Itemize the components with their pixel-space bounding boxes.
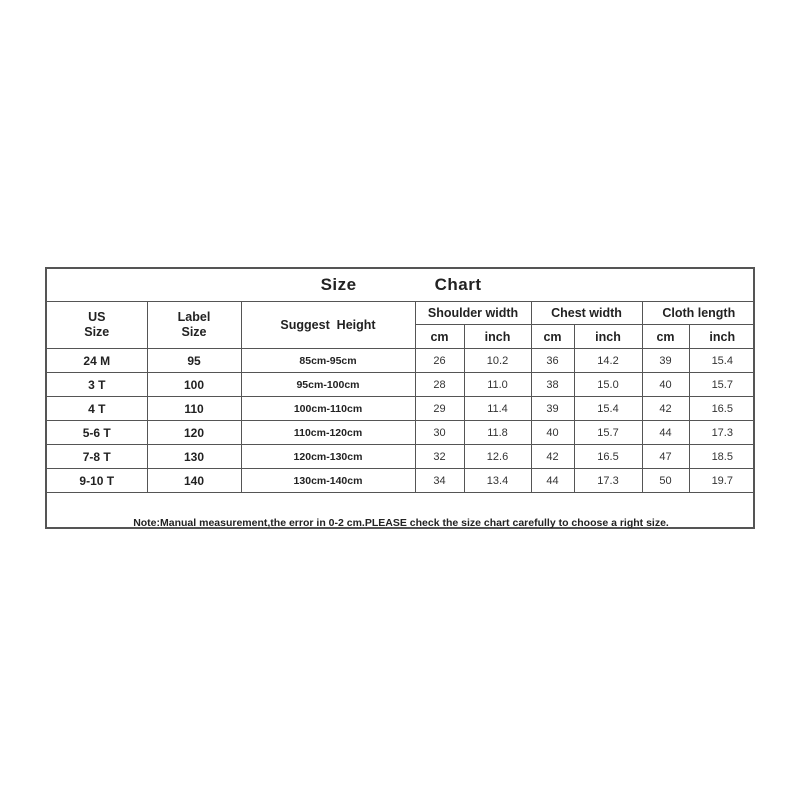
header-length-cm: cm [642,325,689,349]
length-inch-cell: 19.7 [689,469,755,493]
chest-cm-cell: 40 [531,421,574,445]
chest-inch-cell: 14.2 [574,349,642,373]
us-size-cell: 3 T [47,373,147,397]
header-shoulder-cm: cm [415,325,464,349]
table-row [47,445,755,469]
chest-inch-cell: 16.5 [574,445,642,469]
label-size-cell: 110 [147,397,241,421]
height-cell: 110cm-120cm [241,421,415,445]
length-cm-cell: 40 [642,373,689,397]
shoulder-cm-cell: 32 [415,445,464,469]
length-cm-cell: 39 [642,349,689,373]
size-chart [45,267,755,529]
us-size-cell: 24 M [47,349,147,373]
height-cell: 130cm-140cm [241,469,415,493]
chest-inch-cell: 15.4 [574,397,642,421]
header-label-size: Label Size [147,302,241,349]
shoulder-cm-cell: 34 [415,469,464,493]
table-row [47,349,755,373]
shoulder-cm-cell: 29 [415,397,464,421]
length-inch-cell: 15.7 [689,373,755,397]
label-size-cell: 140 [147,469,241,493]
header-shoulder-inch: inch [464,325,531,349]
chart-title [47,269,755,302]
height-cell: 100cm-110cm [241,397,415,421]
length-cm-cell: 50 [642,469,689,493]
chart-title-chart: Chart [434,275,482,294]
shoulder-inch-cell: 11.8 [464,421,531,445]
shoulder-cm-cell: 28 [415,373,464,397]
header-chest-width: Chest width [531,302,642,325]
chest-inch-cell: 17.3 [574,469,642,493]
us-size-cell: 5-6 T [47,421,147,445]
shoulder-inch-cell: 13.4 [464,469,531,493]
header-cloth-length: Cloth length [642,302,755,325]
chart-title-size: Size [320,275,357,294]
chest-cm-cell: 42 [531,445,574,469]
length-inch-cell: 15.4 [689,349,755,373]
length-cm-cell: 44 [642,421,689,445]
chest-cm-cell: 39 [531,397,574,421]
height-cell: 120cm-130cm [241,445,415,469]
header-length-inch: inch [689,325,755,349]
table-row [47,421,755,445]
us-size-cell: 9-10 T [47,469,147,493]
us-size-cell: 4 T [47,397,147,421]
table-row [47,373,755,397]
chest-inch-cell: 15.0 [574,373,642,397]
label-size-cell: 120 [147,421,241,445]
measurement-note: Note:Manual measurement,the error in 0-2 cm.PLEASE check the size chart carefully to choose a right size. [47,493,755,554]
label-size-cell: 100 [147,373,241,397]
label-size-cell: 95 [147,349,241,373]
shoulder-cm-cell: 26 [415,349,464,373]
us-size-cell: 7-8 T [47,445,147,469]
header-us-size: US Size [47,302,147,349]
header-chest-inch: inch [574,325,642,349]
table-row [47,397,755,421]
length-inch-cell: 16.5 [689,397,755,421]
height-cell: 85cm-95cm [241,349,415,373]
shoulder-inch-cell: 11.0 [464,373,531,397]
header-chest-cm: cm [531,325,574,349]
shoulder-inch-cell: 11.4 [464,397,531,421]
height-cell: 95cm-100cm [241,373,415,397]
header-suggest-height: Suggest Height [241,302,415,349]
label-size-cell: 130 [147,445,241,469]
length-inch-cell: 18.5 [689,445,755,469]
chest-cm-cell: 38 [531,373,574,397]
length-inch-cell: 17.3 [689,421,755,445]
length-cm-cell: 42 [642,397,689,421]
chest-cm-cell: 44 [531,469,574,493]
shoulder-inch-cell: 10.2 [464,349,531,373]
shoulder-cm-cell: 30 [415,421,464,445]
chest-inch-cell: 15.7 [574,421,642,445]
table-row [47,469,755,493]
chest-cm-cell: 36 [531,349,574,373]
header-shoulder-width: Shoulder width [415,302,531,325]
shoulder-inch-cell: 12.6 [464,445,531,469]
length-cm-cell: 47 [642,445,689,469]
size-chart-table [47,269,755,553]
